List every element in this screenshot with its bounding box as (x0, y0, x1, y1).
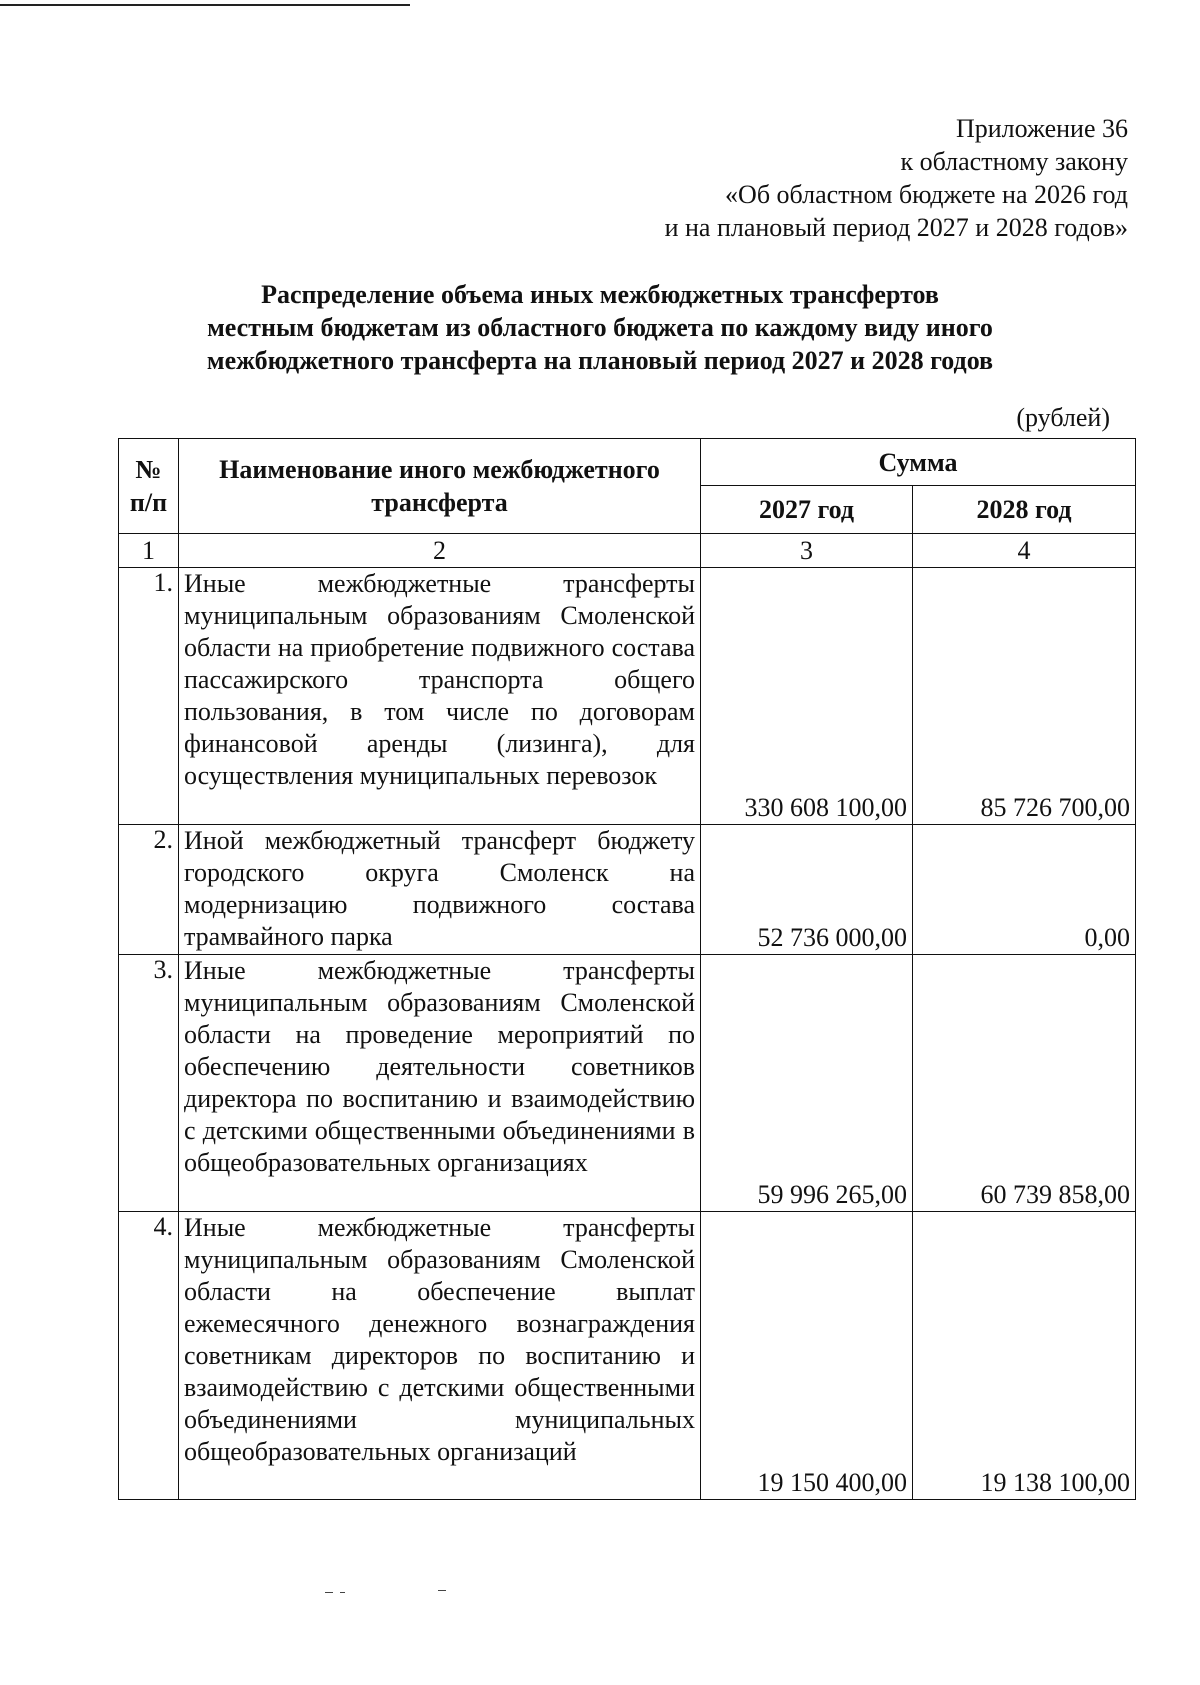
table-row (119, 825, 1136, 955)
appendix-line-1: Приложение 36 (955, 114, 1128, 143)
amount-2028: 85 726 700,00 (913, 568, 1136, 825)
amount-2028: 19 138 100,00 (913, 1212, 1136, 1500)
top-rule (0, 4, 410, 6)
row-number: 4. (119, 1212, 179, 1500)
table-row (119, 1212, 1136, 1500)
amount-2027: 52 736 000,00 (701, 825, 913, 955)
document-title (150, 278, 1050, 377)
amount-2027: 19 150 400,00 (701, 1212, 913, 1500)
amount-2028: 60 739 858,00 (913, 955, 1136, 1212)
title-line-2: местным бюджетам из областного бюджета по каждому виду иного (207, 313, 993, 342)
row-number: 1. (119, 568, 179, 825)
row-number: 2. (119, 825, 179, 955)
header-name-line-1: Наименование иного межбюджетного (219, 455, 660, 484)
column-number-3: 3 (701, 534, 913, 568)
scan-mark (438, 1590, 446, 1591)
appendix-line-4: и на плановый период 2027 и 2028 годов» (664, 213, 1128, 242)
header-name (179, 439, 701, 534)
transfer-name: Иные межбюджетные трансферты муниципальным образованиям Смоленской области на проведение мероприятий по обеспечению деятельности советников директора по воспитанию и взаимодействию с детскими общественными объединениями в общеобразовательных организациях (179, 955, 701, 1212)
scan-mark (340, 1592, 345, 1593)
row-number: 3. (119, 955, 179, 1212)
header-sum: Сумма (701, 439, 1136, 486)
amount-2028: 0,00 (913, 825, 1136, 955)
appendix-reference (665, 112, 1128, 244)
table-header-row (119, 439, 1136, 486)
header-number (119, 439, 179, 534)
title-line-1: Распределение объема иных межбюджетных трансфертов (261, 280, 939, 309)
appendix-line-2: к областному закону (900, 147, 1128, 176)
column-numbers-row (119, 534, 1136, 568)
units-label: (рублей) (1016, 403, 1110, 432)
appendix-line-3: «Об областном бюджете на 2026 год (725, 180, 1128, 209)
header-year-2027: 2027 год (701, 486, 913, 534)
table-row (119, 955, 1136, 1212)
column-number-2: 2 (179, 534, 701, 568)
header-name-line-2: трансферта (371, 488, 508, 517)
header-year-2028: 2028 год (913, 486, 1136, 534)
amount-2027: 59 996 265,00 (701, 955, 913, 1212)
table-row (119, 568, 1136, 825)
amount-2027: 330 608 100,00 (701, 568, 913, 825)
header-number-line-2: п/п (129, 488, 168, 517)
scan-mark (325, 1592, 333, 1593)
transfer-name: Иной межбюджетный трансферт бюджету городского округа Смоленск на модернизацию подвижного состава трамвайного парка (179, 825, 701, 955)
transfer-name: Иные межбюджетные трансферты муниципальным образованиям Смоленской области на приобретение подвижного состава пассажирского транспорта общего пользования, в том числе по договорам финансовой аренды (лизинга), для осуществления муниципальных перевозок (179, 568, 701, 825)
transfers-table (118, 438, 1136, 1500)
title-line-3: межбюджетного трансферта на плановый период 2027 и 2028 годов (206, 346, 994, 375)
column-number-4: 4 (913, 534, 1136, 568)
transfer-name: Иные межбюджетные трансферты муниципальным образованиям Смоленской области на обеспечение выплат ежемесячного денежного вознаграждения советникам директоров по воспитанию и взаимодействию с детскими общественными объединениями муниципальных общеобразовательных организаций (179, 1212, 701, 1500)
column-number-1: 1 (119, 534, 179, 568)
header-number-line-1: № (135, 455, 162, 484)
